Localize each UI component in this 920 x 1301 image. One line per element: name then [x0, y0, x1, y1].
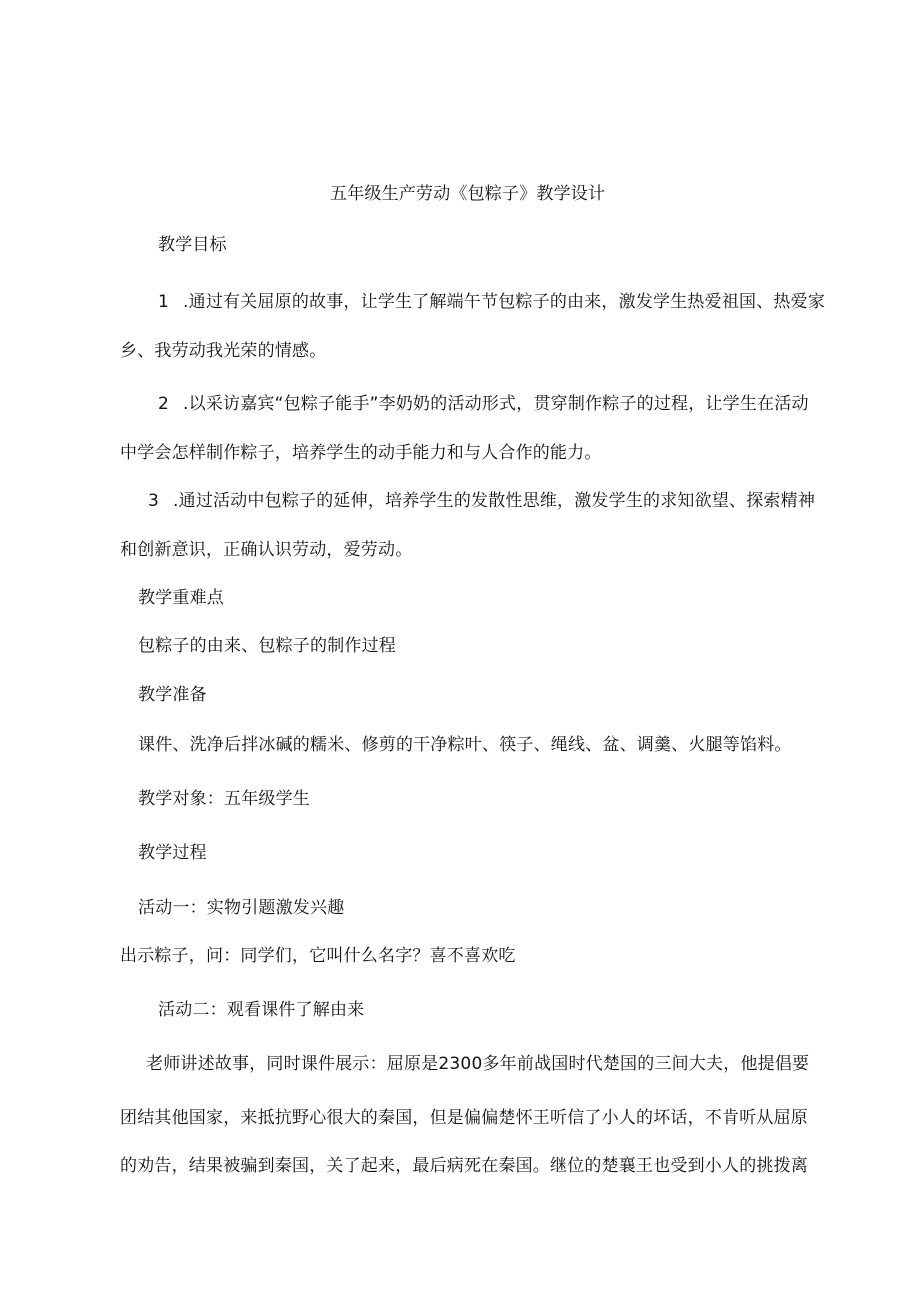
- story-line-2: 团结其他国家，来抵抗野心很大的秦国，但是偏偏楚怀王听信了小人的坏话，不肯听从屈原: [120, 1108, 808, 1128]
- objective-1-line-1: [158, 290, 825, 314]
- objective-3-line-2: 和创新意识，正确认识劳动，爱劳动。: [120, 540, 413, 560]
- activity-1-text: 出示粽子，问：同学们，它叫什么名字？喜不喜欢吃: [120, 946, 516, 966]
- section-heading-objectives: 教学目标: [158, 235, 227, 255]
- audience-text: 教学对象：五年级学生: [138, 789, 310, 809]
- objective-text: .以采访嘉宾“包粽子能手”李奶奶的活动形式，贯穿制作粽子的过程，让学生在活动: [183, 394, 809, 414]
- objective-3-line-1: [148, 489, 815, 513]
- objective-text: .通过有关屈原的故事，让学生了解端午节包粽子的由来，激发学生热爱祖国、热爱家: [183, 292, 826, 312]
- objective-number: 2: [158, 394, 170, 414]
- section-heading-preparation: 教学准备: [138, 685, 207, 705]
- document-title: 五年级生产劳动《包粽子》教学设计: [330, 184, 606, 204]
- objective-number: 3: [148, 491, 160, 511]
- objective-text: .通过活动中包粽子的延伸，培养学生的发散性思维，激发学生的求知欲望、探索精神: [173, 491, 816, 511]
- activity-1-title: 活动一：实物引题激发兴趣: [138, 898, 345, 918]
- objective-2-line-2: 中学会怎样制作粽子，培养学生的动手能力和与人合作的能力。: [120, 443, 602, 463]
- story-line-1: 老师讲述故事，同时课件展示：屈原是2300多年前战国时代楚国的三间大夫，他提倡要: [146, 1054, 810, 1074]
- story-line-3: 的劝告，结果被骗到秦国，关了起来，最后病死在秦国。继位的楚襄王也受到小人的挑拨离: [120, 1156, 808, 1176]
- activity-2-title: 活动二：观看课件了解由来: [158, 1000, 365, 1020]
- section-heading-process: 教学过程: [138, 843, 207, 863]
- objective-1-line-2: 乡、我劳动我光荣的情感。: [120, 341, 327, 361]
- key-points-text: 包粽子的由来、包粽子的制作过程: [138, 636, 396, 656]
- objective-2-line-1: [158, 392, 809, 416]
- objective-number: 1: [158, 292, 170, 312]
- preparation-text: 课件、洗净后拌冰碱的糯米、修剪的干净粽叶、筷子、绳线、盆、调羹、火腿等馅料。: [138, 735, 792, 755]
- section-heading-key-points: 教学重难点: [138, 588, 224, 608]
